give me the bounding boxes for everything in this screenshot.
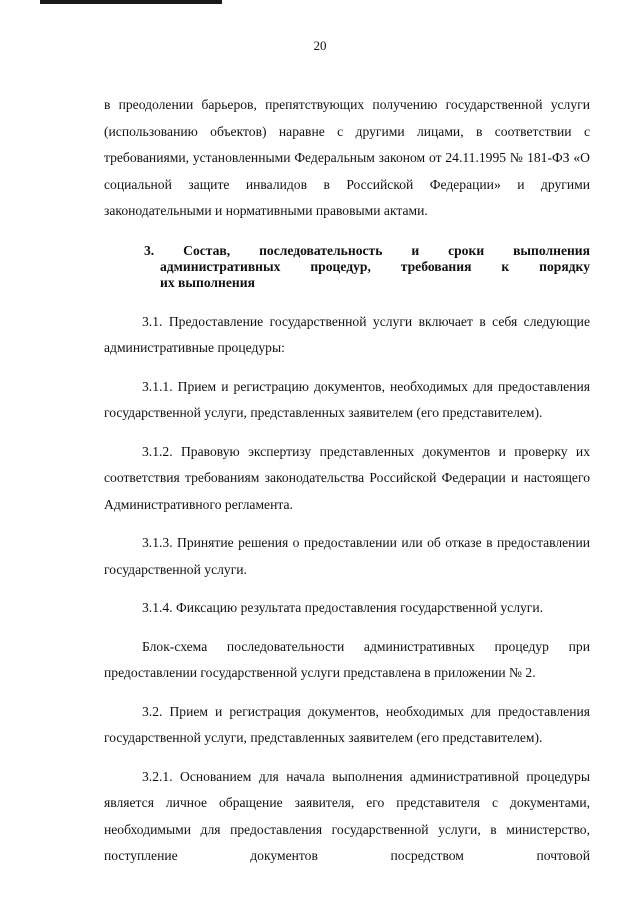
section-heading-line-1: 3. Состав, последовательность и сроки выполнения [144,242,590,258]
document-body [104,92,590,870]
paragraph-3-1: 3.1. Предоставление государственной услуги включает в себя следующие административные процедуры: [104,313,590,355]
section-heading-line-2: административных процедур, требования к порядку [160,258,590,274]
paragraph-3-2: 3.2. Прием и регистрация документов, необходимых для предоставления государственной услуги, представленных заявителем (его представителем). [104,703,590,745]
section-heading-line-3: их выполнения [160,274,255,290]
top-rule [40,0,222,4]
page-number: 20 [313,38,327,53]
paragraph-3-1-1: 3.1.1. Прием и регистрацию документов, необходимых для предоставления государственной услуги, представленных заявителем (его представителем). [104,378,590,420]
paragraph-3-1-2: 3.1.2. Правовую экспертизу представленных документов и проверку их соответствия требованиям законодательства Российской Федерации и настоящего Административного регламента. [104,443,590,512]
paragraph-block-scheme: Блок-схема последовательности административных процедур при предоставлении государственной услуги представлена в приложении № 2. [104,638,590,680]
paragraph-3-1-3: 3.1.3. Принятие решения о предоставлении или об отказе в предоставлении государственной услуги. [104,535,590,577]
section-heading [104,243,590,291]
intro-paragraph: в преодолении барьеров, препятствующих получению государственной услуги (использованию объектов) наравне с другими лицами, в соответствии с требованиями, установленными Федеральным законом от 24.11.1995 № 181-ФЗ «О социальной защите инвалидов в Российской Федерации» и другими законодательными и нормативными правовыми актами. [104,97,590,218]
paragraph-3-1-4: 3.1.4. Фиксацию результата предоставления государственной услуги. [142,600,544,615]
paragraph-3-2-1: 3.2.1. Основанием для начала выполнения административной процедуры является личное обращение заявителя, его представителя с документами, необходимыми для предоставления государственной услуги, в министерство, поступление документов посредством почтовой [104,768,590,863]
